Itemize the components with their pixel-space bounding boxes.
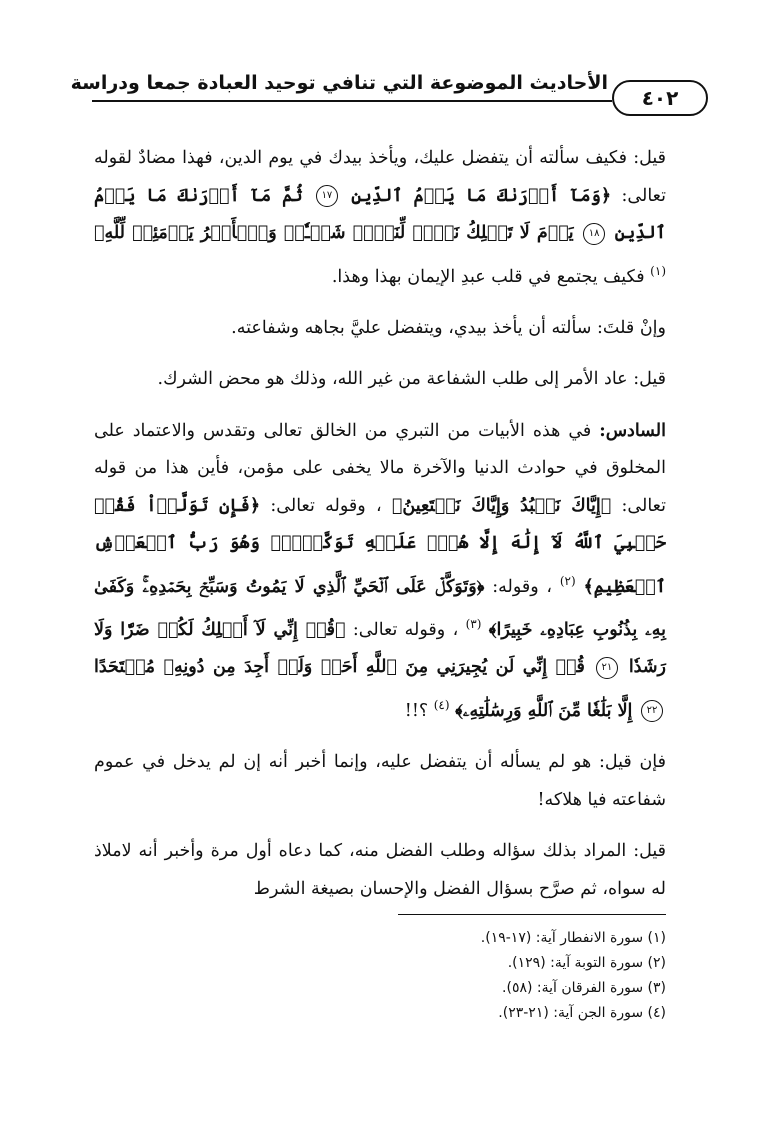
quran-verse: ﴿وَتَوَكَّلۡ عَلَى ٱلۡحَيِّ ٱلَّذِي لَا يَمُوتُ وَسَبِّحۡ بِحَمۡدِهِۦۚ وَكَفَىٰ بِهِۦ بِذُنُوبِ عِبَادِهِۦ خَبِيرًا﴾: [94, 576, 666, 640]
text: ، وقوله تعالى:: [270, 495, 382, 516]
text: قيل: فكيف سألته أن يتفضل عليك، ويأخذ بيدك في يوم الدين، فهذا مضادٌ لقوله تعالى:: [94, 148, 666, 206]
paragraph-3: قيل: عاد الأمر إلى طلب الشفاعة من غير الله، وذلك هو محض الشرك.: [157, 369, 666, 390]
header-title: الأحاديث الموضوعة التي تنافي توحيد العبادة جمعا ودراسة: [70, 72, 608, 94]
ayah-marker: ٢٢: [641, 700, 663, 722]
quran-verse: ثُمَّ مَآ أَدۡرَىٰكَ مَا يَوۡمُ ٱلدِّينِ: [94, 185, 666, 243]
paragraph-1: [94, 140, 666, 296]
footnotes: [106, 926, 666, 1026]
quran-verse: ﴿قُلۡ إِنِّي لَآ أَمۡلِكُ لَكُمۡ ضَرّٗا وَلَا رَشَدٗا: [94, 619, 666, 678]
text: في هذه الأبيات من التبري من الخالق تعالى وتقدس والاعتماد على المخلوق في حوادث الدنيا والآخرة مالا يخفى على مؤمن، فأين هذا من قوله تعالى:: [94, 420, 666, 516]
ayah-marker: ٢١: [596, 657, 618, 679]
footnote: (٣) سورة الفرقان آية: (٥٨).: [502, 980, 666, 996]
footnote: (١) سورة الانفطار آية: (١٧-١٩).: [480, 930, 666, 946]
text: ، وقوله:: [492, 576, 553, 597]
footnote-ref: (٤): [433, 697, 450, 712]
footnote-separator: [398, 914, 666, 915]
text: ، وقوله تعالى:: [352, 619, 459, 640]
footnote-ref: (١): [650, 263, 666, 278]
footnote: (٢) سورة التوبة آية: (١٢٩).: [507, 955, 666, 971]
quran-verse: ﴿وَمَآ أَدۡرَىٰكَ مَا يَوۡمُ ٱلدِّينِ: [351, 185, 612, 206]
quran-verse: قُلۡ إِنِّي لَن يُجِيرَنِي مِنَ ٱللَّهِ أَحَدٞ وَلَنۡ أَجِدَ مِن دُونِهِۦ مُلۡتَحَدًا: [94, 657, 585, 678]
text: ؟!!: [404, 700, 429, 721]
main-text: [94, 140, 666, 922]
ayah-marker: ١٨: [583, 223, 605, 245]
footnote-ref: (٢): [559, 573, 576, 588]
section-lead: السادس:: [599, 420, 666, 441]
ayah-marker: ١٧: [316, 185, 338, 207]
quran-verse: ﴿فَإِن تَوَلَّوۡاْ فَقُلۡ حَسۡبِيَ ٱللَّهُ لَآ إِلَٰهَ إِلَّا هُوَۖ عَلَيۡهِ تَوَكَّلۡتُۖ وَهُوَ رَبُّ ٱلۡعَرۡشِ ٱلۡعَظِيمِ﴾: [94, 495, 666, 597]
running-header: [70, 66, 708, 118]
footnote: (٤) سورة الجن آية: (٢١-٢٣).: [498, 1005, 666, 1021]
quran-verse: إِلَّا بَلَٰغٗا مِّنَ ٱللَّهِ وَرِسَٰلَٰتِهِۦ﴾: [455, 700, 633, 721]
paragraph-6: قيل: المراد بذلك سؤاله وطلب الفضل منه، كما دعاه أول مرة وأخبر أنه لاملاذ له سواه، ثم صرَّح بسؤال الفضل والإحسان بصيغة الشرط: [94, 841, 666, 899]
quran-verse: يَوۡمَ لَا تَمۡلِكُ نَفۡسٞ لِّنَفۡسٖ شَيۡـٔٗاۖ وَٱلۡأَمۡرُ يَوۡمَئِذٖ لِّلَّهِ﴾: [94, 223, 574, 243]
page-number: ٤٠٢: [612, 80, 708, 116]
text: فكيف يجتمع في قلب عبدِ الإيمان بهذا وهذا.: [331, 266, 645, 287]
footnote-ref: (٣): [465, 617, 482, 632]
paragraph-2: وإنْ قلتَ: سألته أن يأخذ بيدي، ويتفضل عليَّ بجاهه وشفاعته.: [231, 317, 666, 338]
paragraph-4: [94, 413, 666, 730]
header-rule: [92, 100, 612, 102]
paragraph-5: فإن قيل: هو لم يسأله أن يتفضل عليه، وإنما أخبر أنه إن لم يدخل في عموم شفاعته فيا هلاكه!: [94, 752, 666, 810]
quran-verse: ﴿إِيَّاكَ نَعۡبُدُ وَإِيَّاكَ نَسۡتَعِينُ﴾: [391, 495, 612, 516]
